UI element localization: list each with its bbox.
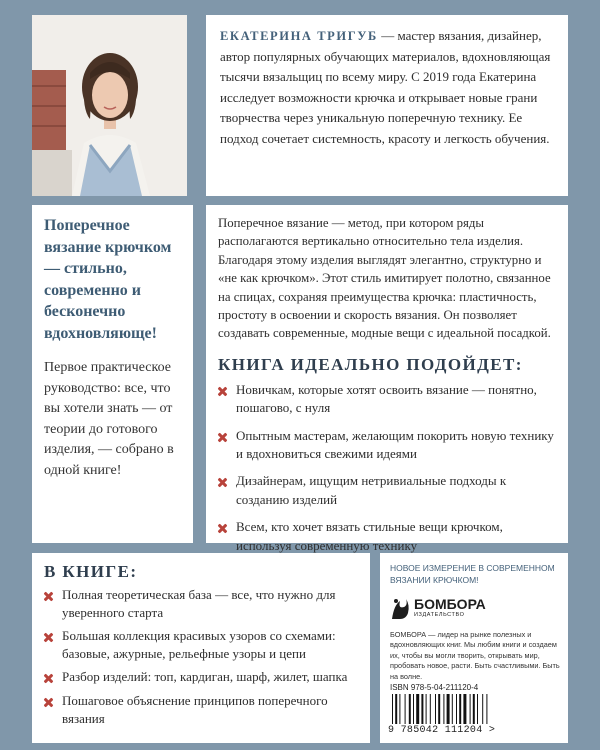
author-bio <box>206 15 568 149</box>
cross-bullet-icon <box>218 478 227 487</box>
list-item <box>218 518 556 555</box>
publisher-logo <box>390 593 560 623</box>
list-item <box>218 427 556 464</box>
author-photo <box>32 15 187 196</box>
cross-bullet-icon <box>44 592 53 601</box>
list-item-text: Всем, кто хочет вязать стильные вещи крючком, используя современную технику <box>236 519 503 553</box>
list-item-text: Большая коллекция красивых узоров со схемами: базовые, ажурные, рельефные узоры и цепи <box>62 628 336 661</box>
audience-heading: КНИГА ИДЕАЛЬНО ПОДОЙДЕТ: <box>218 354 523 374</box>
list-item <box>44 692 358 727</box>
cross-bullet-icon <box>44 698 53 707</box>
list-item-text: Разбор изделий: топ, кардиган, шарф, жилет, шапка <box>62 669 348 685</box>
contents-list <box>32 586 370 727</box>
publisher-about: БОМБОРА — лидер на рынке полезных и вдохновляющих книг. Мы любим книги и создаем их, чтобы вы могли творить, открывать мир, пробовать новое, расти. Быть счастливыми. Быть на волне. <box>390 630 560 681</box>
bombora-wave-icon <box>390 595 410 621</box>
cross-bullet-icon <box>218 433 227 442</box>
publisher-panel <box>380 553 568 743</box>
list-item-text: Дизайнерам, ищущим нетривиальные подходы к созданию изделий <box>236 473 507 507</box>
contents-heading: В КНИГЕ: <box>44 562 138 581</box>
publisher-tagline: НОВОЕ ИЗМЕРЕНИЕ В СОВРЕМЕННОМ ВЯЗАНИИ КРЮЧКОМ! <box>390 563 555 585</box>
audience-list <box>206 381 568 555</box>
method-intro: Поперечное вязание — метод, при котором ряды располагаются вертикально относительно тела изделия. Благодаря этому изделия выглядят элегантно, структурно и «не как крючком». Этот стиль имитирует полотно, связанное на спицах, сохраняя преимущества крючка: пластичность, простоту в освоении и скорость вязания. Он позволяет создавать современные, модные вещи с идеальной посадкой. <box>218 216 551 341</box>
barcode-icon <box>390 694 510 724</box>
main-description-panel <box>206 205 568 553</box>
promo-slogan: Поперечное вязание крючком — стильно, современно и бесконечно вдохновляюще! <box>44 217 172 342</box>
list-item <box>44 668 358 686</box>
list-item-text: Пошаговое объяснение принципов поперечного вязания <box>62 692 328 726</box>
list-item <box>44 627 358 662</box>
list-item <box>218 472 556 509</box>
author-bio-text: — мастер вязания, дизайнер, автор популярных обучающих материалов, вдохновляющая тысячи вязальщиц по всему миру. С 2019 года Екатерина исследует возможности крючка и открывает новые грани творчества через уникальную поперечную технику. Ее подход сочетает системность, красоту и легкость обучения. <box>220 28 551 146</box>
cross-bullet-icon <box>44 674 53 683</box>
promo-panel <box>32 205 193 543</box>
isbn-number: ISBN 978-5-04-211120-4 <box>390 683 479 692</box>
cross-bullet-icon <box>218 387 227 396</box>
cross-bullet-icon <box>44 633 53 642</box>
promo-description: Первое практическое руководство: все, что вы хотели знать — от теории до готового изделия, — собрано в одной книге! <box>44 360 174 478</box>
author-bio-panel <box>206 15 568 196</box>
author-name: ЕКАТЕРИНА ТРИГУБ <box>220 29 378 43</box>
barcode-digits: 9 785042 111204 > <box>388 725 496 736</box>
publisher-logo-subtitle: ИЗДАТЕЛЬСТВО <box>414 612 465 618</box>
list-item-text: Полная теоретическая база — все, что нужно для уверенного старта <box>62 587 336 620</box>
cross-bullet-icon <box>218 524 227 533</box>
list-item <box>218 381 556 418</box>
book-contents-panel <box>32 553 370 743</box>
list-item-text: Опытным мастерам, желающим покорить новую технику и вдохновиться свежими идеями <box>236 427 554 462</box>
list-item <box>44 586 358 621</box>
author-portrait-image <box>32 15 187 196</box>
list-item-text: Новичкам, которые хотят освоить вязание — понятно, пошагово, с нуля <box>236 381 537 416</box>
publisher-logo-name: БОМБОРА <box>414 596 486 612</box>
